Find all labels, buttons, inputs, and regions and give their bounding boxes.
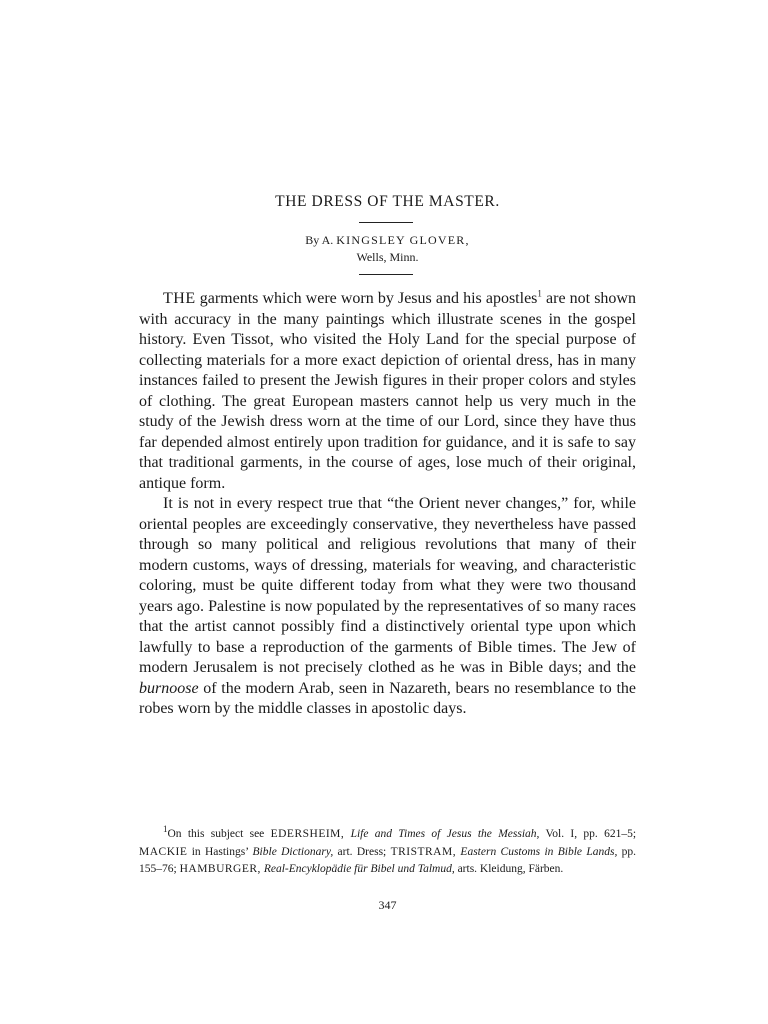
footnote-title: Real-Encyklopädie für Bibel und Talmud, xyxy=(263,863,455,875)
footnote-text: art. Dress; xyxy=(333,845,391,858)
author-name: KINGSLEY GLOVER, xyxy=(336,233,470,247)
paragraph-2 xyxy=(139,494,636,720)
paragraph-2-text-b: of the modern Arab, seen in Nazareth, bears no resemblance to the robes worn by the middle classes in apostolic days. xyxy=(139,679,636,717)
byline-rule xyxy=(359,274,413,275)
author-location: Wells, Minn. xyxy=(356,250,419,264)
footnote-title: Life and Times of Jesus the Messiah, xyxy=(350,828,540,840)
byline-prefix: By A. xyxy=(305,233,337,247)
footnote-text: On this subject see xyxy=(167,828,271,840)
footnote-text: arts. Kleidung, Färben. xyxy=(454,863,564,875)
footnote-title: Eastern Customs in Bible Lands, xyxy=(460,845,618,858)
byline xyxy=(139,232,636,266)
footnote-author: TRISTRAM, xyxy=(390,845,457,858)
paragraph-1-text-b: are not shown with accuracy in the many paintings which illustrate scenes in the gospel history. Even Tissot, who visited the Holy Land for the special purpose of collecting materials for a more exact depiction of oriental dress, has in many instances failed to present the Jewish figures in their proper colors and styles of clothing. The great European masters cannot help us very much in the study of the Jewish dress worn at the time of our Lord, since they have thus far depended almost entirely upon tradition for guidance, and it is safe to say that traditional garments, in the course of ages, lose much of their original, antique form. xyxy=(139,290,636,492)
footnote-text: in Hastings’ xyxy=(187,845,253,858)
footnote-text: Vol. I, pp. 621–5; xyxy=(539,828,637,840)
footnote-author: MACKIE xyxy=(139,845,188,858)
article-body xyxy=(139,289,636,720)
author-line xyxy=(139,232,636,249)
paragraph-1-text-a: garments which were worn by Jesus and his apostles xyxy=(195,290,538,307)
paragraph-lead: THE xyxy=(163,290,196,307)
footnote-author: HAMBURGER, xyxy=(179,863,261,875)
italic-term: burnoose xyxy=(139,679,199,697)
footnote-mark: 1 xyxy=(163,824,168,835)
paragraph-1 xyxy=(139,289,636,494)
title-rule xyxy=(359,222,413,223)
footnote-reference: 1 xyxy=(537,288,542,299)
footnote-title: Bible Dictionary, xyxy=(252,845,334,858)
article-title: THE DRESS OF THE MASTER. xyxy=(275,193,500,210)
paragraph-2-text-a: It is not in every respect true that “the Orient never changes,” for, while oriental peoples are exceedingly conservative, they nevertheless have passed through so many political and religious revolutions that many of their modern customs, ways of dressing, materials for weaving, and characteristic coloring, must be quite different today from what they were two thousand years ago. Palestine is now populated by the representatives of so many races that the artist cannot possibly find a distinctively oriental type upon which lawfully to base a reproduction of the garments of Bible times. The Jew of modern Jerusalem is not precisely clothed as he was in Bible days; and the xyxy=(139,495,636,676)
footnote xyxy=(139,826,636,879)
page-number: 347 xyxy=(378,898,397,912)
footnote-text: pp. 155–76; xyxy=(139,845,637,875)
footnote-author: EDERSHEIM, xyxy=(270,828,345,840)
